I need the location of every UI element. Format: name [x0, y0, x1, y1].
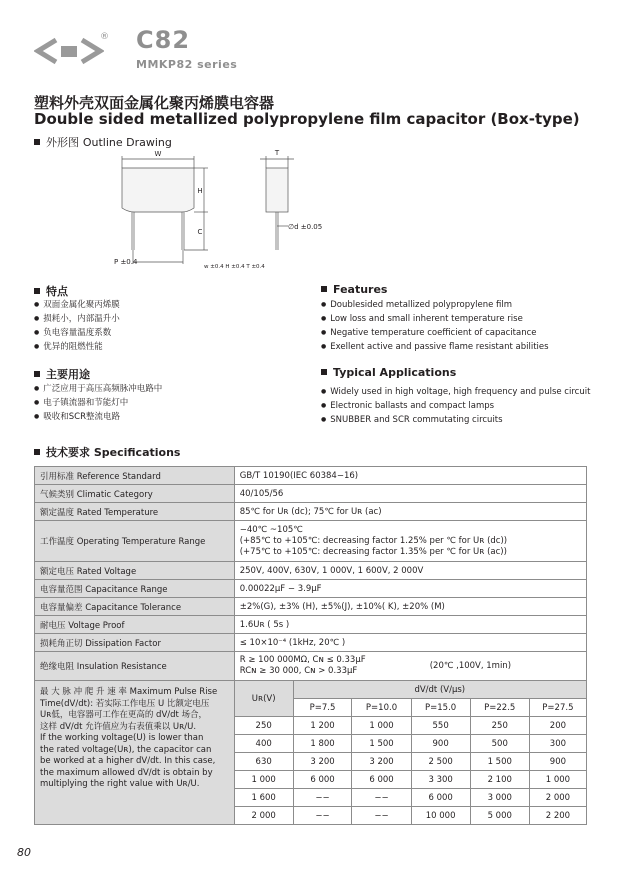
dvdt-cell: 900 [411, 735, 470, 753]
dim-tolerances: w ±0.4 H ±0.4 T ±0.4 [204, 264, 265, 270]
list-item: ● Doublesided metallized polypropylene film [321, 298, 549, 312]
table-row [35, 652, 587, 681]
applications-cn-heading: 主要用途 [34, 366, 90, 382]
dvdt-cell: 200 [529, 717, 586, 735]
spec-value [234, 652, 586, 681]
product-title-en: Double sided metallized polypropylene film capacitor (Box-type) [34, 110, 580, 128]
dvdt-cell: 6 000 [352, 771, 411, 789]
pitch-header: P=15.0 [411, 699, 470, 717]
list-item: ● 电子镇流器和节能灯中 [34, 396, 162, 410]
list-item: ● Widely used in high voltage, high frequency and pulse circuit [321, 385, 590, 399]
spec-value: 1.6Uʀ ( 5s ) [234, 616, 586, 634]
dvdt-cell: 1 500 [470, 753, 529, 771]
spec-label: 损耗角正切 Dissipation Factor [35, 634, 235, 652]
dvdt-cell: 6 000 [293, 771, 352, 789]
list-item: ● Exellent active and passive flame resistant abilities [321, 340, 549, 354]
dim-p-label: P ±0.4 [114, 258, 138, 266]
dvdt-cell: 250 [470, 717, 529, 735]
table-row [35, 580, 587, 598]
dvdt-cell: 300 [529, 735, 586, 753]
dvdt-cell: −− [352, 789, 411, 807]
dvdt-cell: 6 000 [411, 789, 470, 807]
list-item: ● Low loss and small inherent temperature rise [321, 312, 549, 326]
dvdt-cell: 900 [529, 753, 586, 771]
dvdt-cell: 500 [470, 735, 529, 753]
table-row [35, 521, 587, 562]
list-item: ● 负电容量温度系数 [34, 326, 120, 340]
list-item: ● 优异的阻燃性能 [34, 340, 120, 354]
dvdt-cell: 2 100 [470, 771, 529, 789]
outline-heading: 外形图 Outline Drawing [34, 134, 172, 150]
pitch-header: P=22.5 [470, 699, 529, 717]
spec-value-line: (+85℃ to +105℃: decreasing factor 1.25% per ℃ for Uʀ (dc)) [239, 535, 508, 546]
dvdt-cell: 5 000 [470, 807, 529, 825]
product-title-cn: 塑料外壳双面金属化聚丙烯膜电容器 [34, 94, 275, 112]
bullet-square-icon [34, 139, 40, 145]
bullet-square-icon [34, 288, 40, 294]
pulse-rise-description [35, 681, 235, 825]
spec-label: 引用标准 Reference Standard [35, 467, 235, 485]
list-item: ● 广泛应用于高压高频脉冲电路中 [34, 382, 162, 396]
dvdt-cell: 1 000 [529, 771, 586, 789]
ur-cell: 1 000 [234, 771, 293, 789]
features-cn-list [34, 298, 120, 354]
applications-cn-list [34, 382, 162, 424]
table-row [35, 616, 587, 634]
spec-label: 气候类别 Climatic Category [35, 485, 235, 503]
specifications-heading: 技术要求 Specifications [34, 444, 180, 460]
table-row [35, 681, 587, 699]
text-line: If the working voltage(U) is lower than [40, 733, 204, 743]
table-row [35, 485, 587, 503]
spec-value: 40/105/56 [234, 485, 586, 503]
applications-en-list [321, 385, 590, 427]
dim-c-label: C [197, 228, 203, 236]
dvdt-cell: −− [293, 789, 352, 807]
table-row [35, 503, 587, 521]
features-en-list [321, 298, 549, 354]
spec-label: 耐电压 Voltage Proof [35, 616, 235, 634]
list-item: ● 吸收和SCR整流电路 [34, 410, 162, 424]
features-en-heading: Features [321, 283, 387, 296]
specifications-table [34, 466, 587, 825]
spec-label: 绝缘电阻 Insulation Resistance [35, 652, 235, 681]
spec-value: ±2%(G), ±3% (H), ±5%(J), ±10%( K), ±20% (M) [234, 598, 586, 616]
list-item: ● Electronic ballasts and compact lamps [321, 399, 590, 413]
dvdt-cell: 3 000 [470, 789, 529, 807]
text-line: Time(dV/dt): 若实际工作电压 U 比额定电压 [40, 698, 210, 709]
text-line: 这样 dV/dt 允许值应为右表值乘以 Uʀ/U. [40, 721, 197, 732]
bullet-square-icon [321, 369, 327, 375]
text-line: be worked at a higher dV/dt. In this case, [40, 756, 216, 766]
dvdt-cell: 2 500 [411, 753, 470, 771]
dvdt-cell: 2 000 [529, 789, 586, 807]
spec-value: ≤ 10×10⁻⁴ (1kHz, 20℃ ) [234, 634, 586, 652]
spec-label: 额定电压 Rated Voltage [35, 562, 235, 580]
dvdt-header: dV/dt (V/μs) [293, 681, 586, 699]
ur-cell: 1 600 [234, 789, 293, 807]
spec-value-condition: (20℃ ,100V, 1min) [429, 660, 512, 671]
series-subtitle: MMKP82 series [136, 58, 238, 71]
text-line: multiplying the right value with Uʀ/U. [40, 779, 200, 789]
list-item: ● SNUBBER and SCR commutating circuits [321, 413, 590, 427]
spec-value-line: R ≥ 100 000MΩ, Cɴ ≤ 0.33μF [239, 655, 366, 665]
dvdt-cell: 550 [411, 717, 470, 735]
table-row [35, 467, 587, 485]
bullet-square-icon [34, 449, 40, 455]
ur-cell: 400 [234, 735, 293, 753]
dim-w-label: W [154, 150, 162, 158]
dvdt-cell: 3 300 [411, 771, 470, 789]
text-line: Uʀ低，电容器可工作在更高的 dV/dt 场合， [40, 710, 208, 720]
pitch-header: P=27.5 [529, 699, 586, 717]
spec-value: GB/T 10190(IEC 60384−16) [234, 467, 586, 485]
ur-header: Uʀ(V) [234, 681, 293, 717]
series-title: C82 [136, 26, 191, 54]
text-line: the maximum allowed dV/dt is obtain by [40, 767, 213, 778]
dvdt-cell: 3 200 [352, 753, 411, 771]
dvdt-cell: −− [352, 807, 411, 825]
spec-label: 电容量范围 Capacitance Range [35, 580, 235, 598]
list-item: ● Negative temperature coefficient of capacitance [321, 326, 549, 340]
spec-value [234, 521, 586, 562]
dvdt-cell: 1 000 [352, 717, 411, 735]
table-row [35, 598, 587, 616]
bullet-square-icon [34, 371, 40, 377]
spec-value-line: −40℃ ~105℃ [239, 524, 303, 535]
dvdt-cell: −− [293, 807, 352, 825]
bullet-square-icon [321, 286, 327, 292]
text-line: 最 大 脉 冲 爬 升 速 率 Maximum Pulse Rise [40, 687, 218, 697]
table-row [35, 562, 587, 580]
text-line: the rated voltage(Uʀ), the capacitor can [40, 744, 212, 755]
dim-t-label: T [274, 149, 280, 157]
pitch-header: P=7.5 [293, 699, 352, 717]
registered-mark: ® [100, 32, 109, 42]
spec-value-line: RCɴ ≥ 30 000, Cɴ > 0.33μF [239, 666, 358, 676]
company-logo [34, 34, 104, 68]
spec-value: 85℃ for Uʀ (dc); 75℃ for Uʀ (ac) [234, 503, 586, 521]
dim-h-label: H [197, 187, 203, 195]
outline-drawing [100, 146, 340, 274]
dvdt-cell: 1 200 [293, 717, 352, 735]
dvdt-cell: 2 200 [529, 807, 586, 825]
spec-label: 工作温度 Operating Temperature Range [35, 521, 235, 562]
page-number: 80 [17, 846, 31, 859]
list-item: ● 损耗小，内部温升小 [34, 312, 120, 326]
list-item: ● 双面金属化聚丙烯膜 [34, 298, 120, 312]
spec-label: 电容量偏差 Capacitance Tolerance [35, 598, 235, 616]
dvdt-cell: 10 000 [411, 807, 470, 825]
ur-cell: 2 000 [234, 807, 293, 825]
pitch-header: P=10.0 [352, 699, 411, 717]
spec-value: 0.00022μF − 3.9μF [234, 580, 586, 598]
dim-d-label: ∅d ±0.05 [288, 223, 323, 231]
table-row [35, 634, 587, 652]
spec-label: 额定温度 Rated Temperature [35, 503, 235, 521]
features-cn-heading: 特点 [34, 283, 68, 299]
dvdt-cell: 1 500 [352, 735, 411, 753]
applications-en-heading: Typical Applications [321, 366, 456, 379]
dvdt-cell: 3 200 [293, 753, 352, 771]
ur-cell: 250 [234, 717, 293, 735]
dvdt-cell: 1 800 [293, 735, 352, 753]
spec-value: 250V, 400V, 630V, 1 000V, 1 600V, 2 000V [234, 562, 586, 580]
ur-cell: 630 [234, 753, 293, 771]
spec-value-line: (+75℃ to +105℃: decreasing factor 1.35% per ℃ for Uʀ (ac)) [239, 546, 507, 557]
